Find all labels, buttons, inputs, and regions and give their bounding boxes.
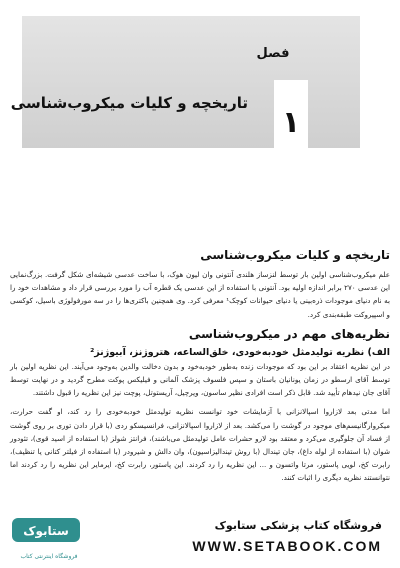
history-paragraph: علم میکروب‌شناسی اولین بار توسط لنزساز هلندی آنتونی وان لیون هوک، با ساخت عدسی شیشه‌ای شکل گرفت. بزرگ‌نمایی این عدسی ۲۷۰ برابر اندازه اولیه بود. آنتونی با استفاده از این عدسی یک قطره آب را مورد بررسی قرار داد و مشاهدات خود را به نام دنیای موجودات ذره‌بینی یا دنیای حیوانات کوچک¹ معرفی کرد. وی همچنین باکتری‌ها را در سه مورفولوژی باسیل، کوکسی و اسپیروکت طبقه‌بندی کرد. <box>10 270 390 319</box>
chapter-number-box <box>274 80 308 164</box>
chapter-label: فصل <box>256 46 290 61</box>
chapter-number: ۱ <box>281 104 301 140</box>
store-url-link[interactable]: WWW.SETABOOK.COM <box>192 538 382 554</box>
logo-text: ستابوک <box>23 524 69 538</box>
section-heading-theories: نظریه‌های مهم در میکروب‌شناسی <box>188 326 390 341</box>
section-heading-history: تاریخچه و کلیات میکروب‌شناسی <box>200 248 390 262</box>
body-content <box>10 248 390 491</box>
footer-watermark <box>0 496 400 568</box>
theory-paragraph-1: در این نظریه اعتقاد بر این بود که موجودات زنده به‌طور خودبه‌خود و بدون دخالت والدین به‌وجود می‌آیند. این نظریه اولین بار توسط آقای ارسطو در زمان یونانیان باستان و سپس فلسوف پزشک آلمانی و فیلیکس پوکت مطرح گردید و در نهایت توسط آقای جان نیدهام تأیید شد. قابل ذکر است افرادی نظیر ساسون، ویرچیل، آریستوتل، پوچت نیز این نظریه را قبول داشتند. <box>10 361 390 398</box>
chapter-title: تاریخچه و کلیات میکروب‌شناسی <box>10 94 248 112</box>
theory-paragraph-2: اما مدتی بعد لازاروا اسپالانزانی با آزمایشات خود توانست نظریه تولیدمثل خودبه‌خودی را رد کند، او گفت حرارت، میکروارگانیسم‌های موجود در گوشت را می‌کشد. بعد از لازاروا اسپالانزانی، فرانسیسکو ردی (با قرار دادن توری بر روی گوشت از فساد آن جلوگیری می‌کرد و معتقد بود لارو حشرات عامل تولیدمثل می‌باشند)، فرانتز شولز (با استفاده از اسید قوی)، تئودور شوان (با استفاده از لوله داغ)، جان تیندال (با روش تیندالیزاسیون)، وان دالش و شیرودر (با استفاده از فیلتر کتانی یا تنظیف)، رابرت کخ، لویی پاستور، مرتا واتسون و ... این نظریه را رد کردند. این پاستور، رابرت کخ، ایرمایر این نظریه را رد کردند اما نتوانستند نظریه دیگری را اثبات کنند. <box>10 407 390 483</box>
setabook-logo <box>10 514 82 546</box>
store-name: فروشگاه کتاب پزشکی ستابوک <box>214 519 382 532</box>
chapter-header <box>10 16 360 148</box>
logo-subtitle: فروشگاه اینترنتی کتاب <box>20 553 78 560</box>
subheading-spontaneous-generation: الف) نظریه تولیدمثل خودبه‌خودی، خلق‌الساعه، هتروژنز، آبیوژنز² <box>90 346 390 358</box>
